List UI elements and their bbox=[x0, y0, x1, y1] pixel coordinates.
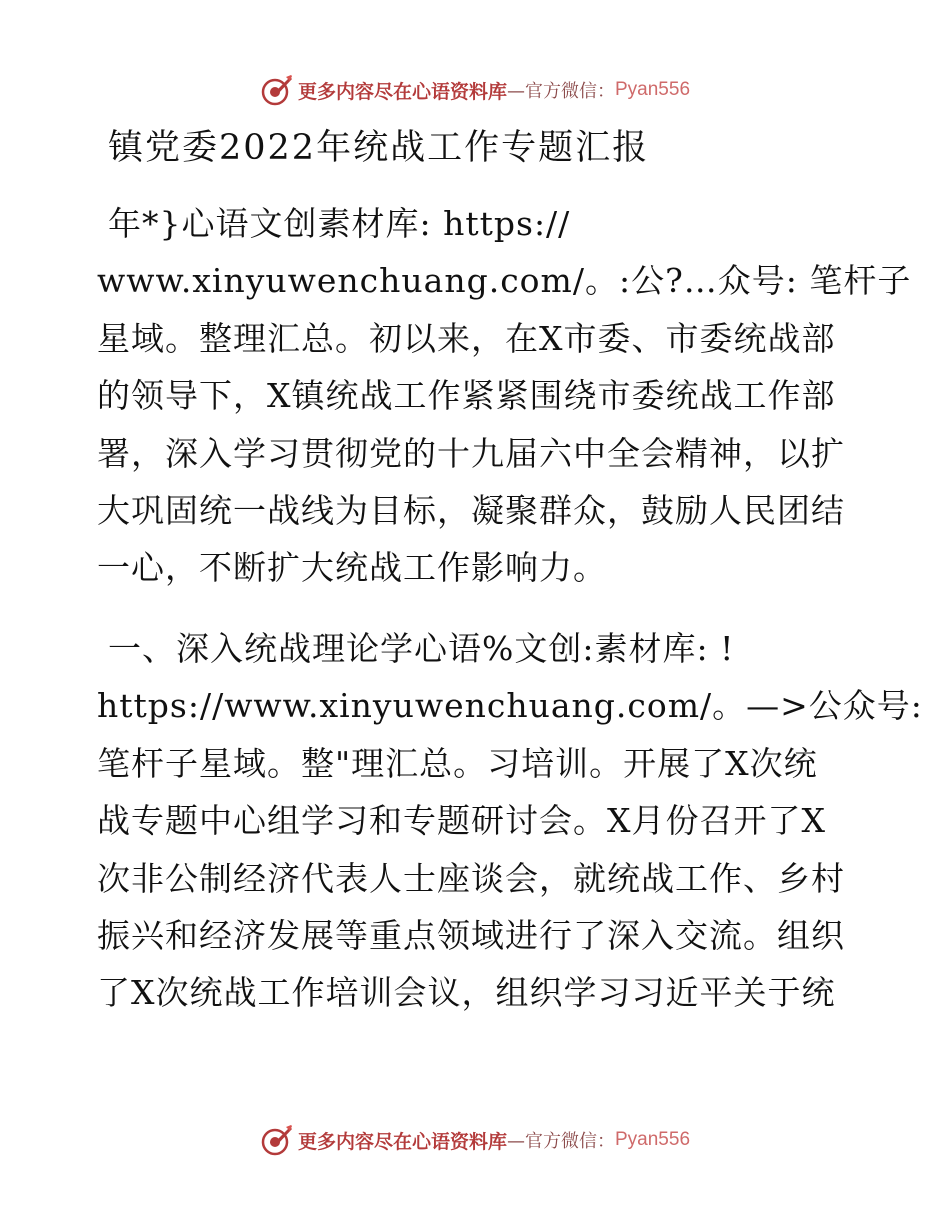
document-title: 镇党委2022年统战工作专题汇报 bbox=[108, 128, 650, 168]
text-line: 年*}心语文创素材库: https:// bbox=[108, 204, 571, 243]
banner-wechat-id: Pyan556 bbox=[615, 79, 691, 100]
banner-main-text: 更多内容尽在心语资料库 bbox=[297, 1130, 507, 1153]
text-line: 次非公制经济代表人士座谈会，就统战工作、乡村 bbox=[97, 858, 845, 898]
text-line: 一心，不断扩大统战工作影响力。 bbox=[97, 548, 607, 588]
text-line: 署，深入学习贯彻党的十九届六中全会精神，以扩 bbox=[97, 433, 845, 473]
header-watermark-banner bbox=[0, 70, 950, 110]
text-line: 星域。整理汇总。初以来，在X市委、市委统战部 bbox=[97, 318, 836, 358]
quill-logo-icon bbox=[260, 1123, 294, 1157]
banner-sub-text: —官方微信： bbox=[507, 81, 615, 102]
footer-watermark-banner bbox=[0, 1120, 950, 1160]
paragraph-section-one bbox=[97, 620, 923, 1022]
text-line: 一、深入统战理论学心语%文创:素材库: ! bbox=[108, 629, 735, 668]
paragraph-intro bbox=[97, 195, 912, 597]
text-line: 战专题中心组学习和专题研讨会。X月份召开了X bbox=[97, 801, 826, 841]
text-line: www.xinyuwenchuang.com/。:公?…众号: 笔杆子 bbox=[97, 261, 912, 301]
text-line: 大巩固统一战线为目标，凝聚群众，鼓励人民团结 bbox=[97, 490, 845, 530]
banner-main-text: 更多内容尽在心语资料库 bbox=[297, 80, 507, 103]
text-line: 了X次统战工作培训会议，组织学习习近平关于统 bbox=[97, 973, 836, 1013]
text-line: https://www.xinyuwenchuang.com/。—>公众号: bbox=[97, 686, 923, 726]
text-line: 笔杆子星域。整"理汇总。习培训。开展了X次统 bbox=[97, 743, 818, 783]
quill-logo-icon bbox=[260, 73, 294, 107]
banner-sub-text: —官方微信： bbox=[507, 1131, 615, 1152]
text-line: 振兴和经济发展等重点领域进行了深入交流。组织 bbox=[97, 915, 845, 955]
text-line: 的领导下，X镇统战工作紧紧围绕市委统战工作部 bbox=[97, 376, 836, 416]
banner-wechat-id: Pyan556 bbox=[615, 1129, 691, 1150]
